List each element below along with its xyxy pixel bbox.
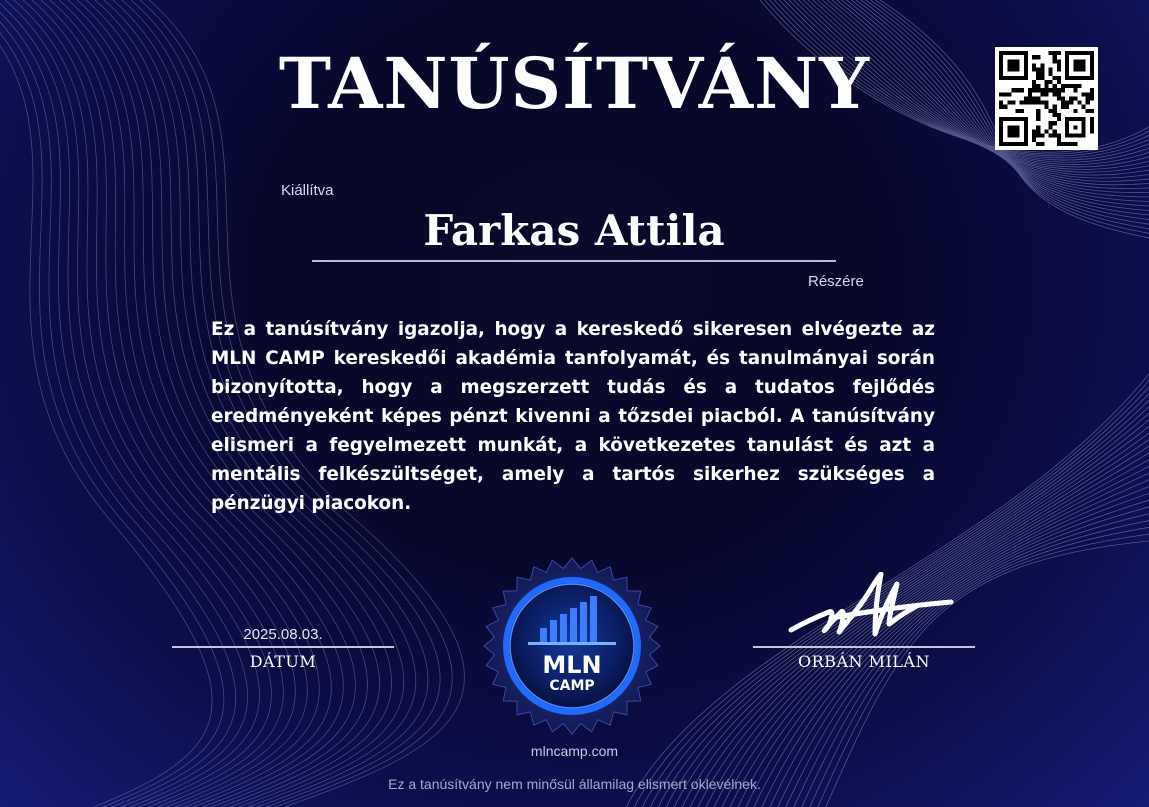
seal-text-camp: CAMP (549, 678, 595, 694)
issued-label: Kiállítva (281, 182, 334, 199)
date-label: DÁTUM (249, 652, 317, 671)
recipient-underline (312, 260, 836, 262)
for-label: Részére (808, 273, 864, 290)
qr-code-icon[interactable] (995, 47, 1098, 150)
recipient-name: Farkas Attila (423, 206, 725, 255)
mln-camp-seal (482, 556, 662, 736)
certificate-body-text: Ez a tanúsítvány igazolja, hogy a kereskedő sikeresen elvégezte az MLN CAMP kereskedői akadémia tanfolyamát, és tanulmányai során bizonyította, hogy a megszerzett tudás és a tudatos fejlődés eredményeként képes pénzt kivenni a tőzsdei piacból. A tanúsítvány elismeri a fegyelmezett munkát, a következetes tanulást és azt a mentális felkészültséget, amely a tartós sikerhez szükséges a pénzügyi piacokon. (211, 319, 935, 514)
seal-text-mln: MLN (542, 651, 602, 679)
website-link[interactable]: mlncamp.com (530, 743, 619, 759)
certificate-title: TANÚSÍTVÁNY (278, 42, 871, 125)
date-line (172, 646, 394, 648)
disclaimer-text: Ez a tanúsítvány nem minősül államilag elismert oklevélnek. (388, 776, 761, 792)
signature-line (753, 646, 975, 648)
signer-name: ORBÁN MILÁN (798, 652, 930, 671)
signature (785, 572, 955, 644)
date-value: 2025.08.03. (243, 626, 323, 643)
